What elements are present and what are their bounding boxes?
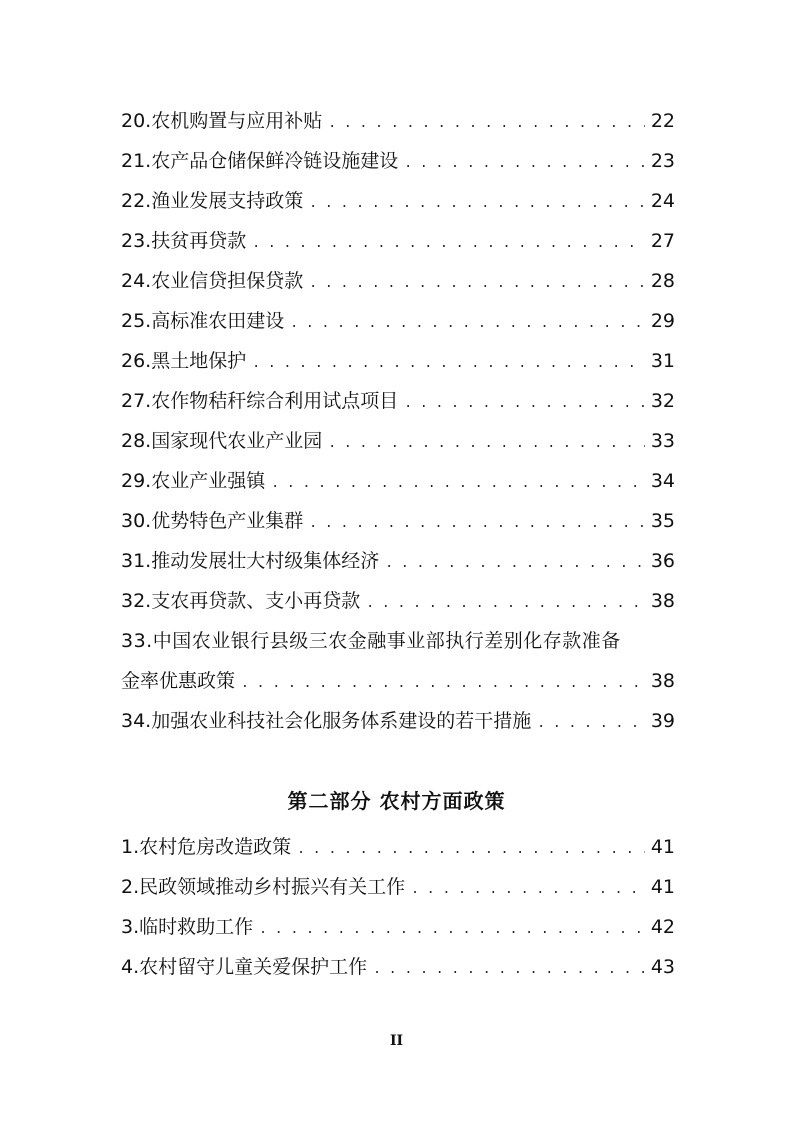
toc-entry[interactable] <box>121 101 675 141</box>
toc-entry-page: 43 <box>650 956 675 978</box>
toc-entry-page: 29 <box>650 310 675 332</box>
toc-entry-title-line2: 金率优惠政策 <box>121 670 236 692</box>
toc-entry[interactable] <box>121 541 675 581</box>
toc-entry-page: 36 <box>650 550 675 572</box>
toc-entry-page: 23 <box>650 150 675 172</box>
toc-part2 <box>121 827 675 987</box>
dot-leader <box>328 421 645 464</box>
dot-leader <box>366 581 645 624</box>
toc-entry-page: 28 <box>650 270 675 292</box>
toc-entry-title: 2.民政领域推动乡村振兴有关工作 <box>121 876 406 898</box>
toc-entry-page: 22 <box>650 110 675 132</box>
dot-leader <box>373 947 645 990</box>
toc-entry-title: 30.优势特色产业集群 <box>121 510 304 532</box>
dot-leader <box>404 141 645 184</box>
dot-leader <box>404 381 645 424</box>
dot-leader <box>259 907 645 950</box>
toc-entry-page: 41 <box>650 876 675 898</box>
toc-entry-page: 38 <box>650 590 675 612</box>
toc-entry-page: 33 <box>650 430 675 452</box>
toc-entry[interactable] <box>121 947 675 987</box>
toc-entry[interactable] <box>121 701 675 741</box>
toc-part1 <box>121 101 675 741</box>
toc-entry[interactable] <box>121 301 675 341</box>
toc-entry-page: 24 <box>650 190 675 212</box>
toc-entry[interactable] <box>121 341 675 381</box>
toc-entry[interactable] <box>121 461 675 501</box>
toc-entry-title: 22.渔业发展支持政策 <box>121 190 304 212</box>
toc-entry-page: 41 <box>650 836 675 858</box>
toc-entry-title: 29.农业产业强镇 <box>121 470 266 492</box>
toc-entry[interactable] <box>121 141 675 181</box>
dot-leader <box>309 501 645 544</box>
dot-leader <box>309 261 645 304</box>
dot-leader <box>385 541 645 584</box>
toc-entry-title: 24.农业信贷担保贷款 <box>121 270 304 292</box>
toc-entry[interactable] <box>121 907 675 947</box>
toc-entry-page: 27 <box>650 230 675 252</box>
toc-entry-title: 3.临时救助工作 <box>121 916 254 938</box>
section-heading: 第二部分 农村方面政策 <box>287 789 506 813</box>
toc-entry-page: 31 <box>650 350 675 372</box>
dot-leader <box>252 341 645 384</box>
toc-entry-page: 34 <box>650 470 675 492</box>
toc-entry-page: 38 <box>650 670 675 692</box>
toc-entry-title: 34.加强农业科技社会化服务体系建设的若干措施 <box>121 710 532 732</box>
toc-entry[interactable] <box>121 827 675 867</box>
toc-entry[interactable] <box>121 261 675 301</box>
dot-leader <box>328 101 645 144</box>
toc-entry-title: 23.扶贫再贷款 <box>121 230 247 252</box>
toc-entry[interactable] <box>121 221 675 261</box>
toc-entry-title: 26.黑土地保护 <box>121 350 247 372</box>
toc-entry-title: 1.农村危房改造政策 <box>121 836 292 858</box>
toc-entry-title: 28.国家现代农业产业园 <box>121 430 323 452</box>
toc-entry[interactable] <box>121 501 675 541</box>
dot-leader <box>297 827 645 870</box>
toc-entry-title: 4.农村留守儿童关爱保护工作 <box>121 956 368 978</box>
dot-leader <box>271 461 645 504</box>
toc-entry[interactable] <box>121 661 675 701</box>
dot-leader <box>411 867 645 910</box>
toc-entry-title: 32.支农再贷款、支小再贷款 <box>121 590 361 612</box>
toc-entry-title: 25.高标准农田建设 <box>121 310 285 332</box>
dot-leader <box>537 701 645 744</box>
toc-entry[interactable] <box>121 381 675 421</box>
page-number-footer: II <box>389 1033 404 1049</box>
toc-entry-page: 39 <box>650 710 675 732</box>
dot-leader <box>252 221 645 264</box>
toc-entry[interactable] <box>121 581 675 621</box>
toc-entry-title-line1[interactable]: 33.中国农业银行县级三农金融事业部执行差别化存款准备 <box>121 630 621 652</box>
toc-entry-page: 42 <box>650 916 675 938</box>
toc-entry-page: 32 <box>650 390 675 412</box>
toc-entry[interactable] <box>121 181 675 221</box>
toc-entry-title: 21.农产品仓储保鲜冷链设施建设 <box>121 150 399 172</box>
dot-leader <box>309 181 645 224</box>
toc-entry-title: 31.推动发展壮大村级集体经济 <box>121 550 380 572</box>
toc-entry[interactable] <box>121 867 675 907</box>
toc-entry-title: 20.农机购置与应用补贴 <box>121 110 323 132</box>
toc-entry[interactable] <box>121 421 675 461</box>
dot-leader <box>290 301 645 344</box>
toc-entry-page: 35 <box>650 510 675 532</box>
dot-leader <box>241 661 645 704</box>
toc-entry-title: 27.农作物秸秆综合利用试点项目 <box>121 390 399 412</box>
